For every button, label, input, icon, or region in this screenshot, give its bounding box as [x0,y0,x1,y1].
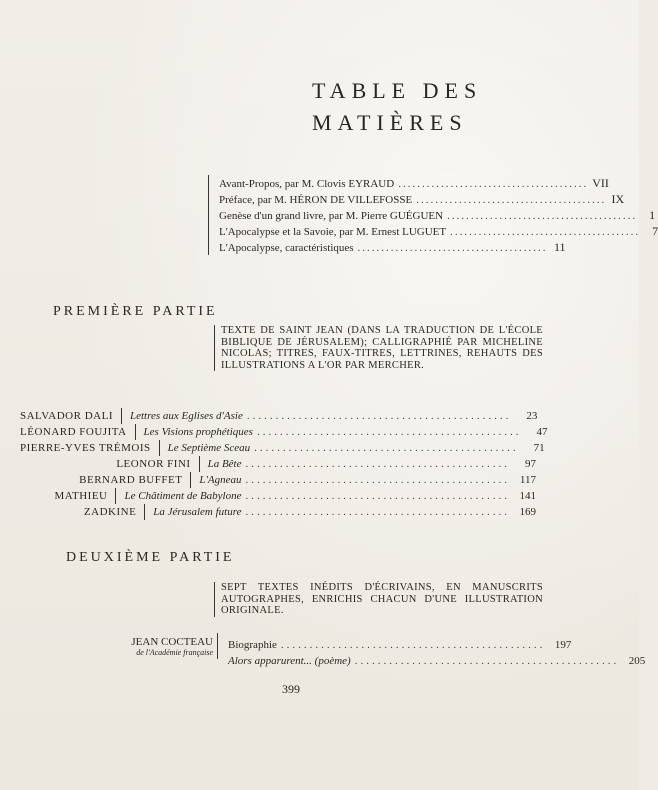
artist-entry[interactable] [20,456,536,472]
entry-label: L'Apocalypse, caractéristiques [219,242,354,254]
author-entry[interactable] [228,653,646,669]
work-title: La Bête [207,458,242,470]
entry-page: 141 [519,490,536,502]
front-matter-entry[interactable] [219,239,566,255]
dot-leader: .............................................. [256,426,522,438]
artist-entry[interactable] [20,424,548,440]
page-title-line1: TABLE DES [312,78,483,103]
page-number: 399 [282,682,300,696]
author-entry-list [228,637,646,669]
artist-name: LÉONARD FOUJITA [20,424,136,440]
artist-work [200,456,536,472]
front-matter-list [208,175,658,255]
author-affiliation: de l'Académie française [136,648,213,657]
dot-leader: ........................................ [398,178,589,190]
entry-page: 7 [652,224,658,238]
part2-heading: DEUXIÈME PARTIE [66,550,235,565]
entry-label: L'Apocalypse et la Savoie, par M. Ernest LUGUET [219,226,447,238]
part2-description: SEPT TEXTES INÉDITS D'ÉCRIVAINS, EN MANUSCRITS AUTOGRAPHES, ENRICHIS CHACUN D'UNE ILLUSTRATION ORIGINALE. [214,582,543,617]
artist-entry[interactable] [20,472,536,488]
dot-leader: ........................................ [447,210,638,222]
dot-leader: ........................................ [357,242,548,254]
dot-leader: .............................................. [254,442,519,454]
dot-leader: .............................................. [245,474,510,486]
entry-page: IX [611,192,625,206]
entry-label: Préface, par M. HÉRON DE VILLEFOSSE [219,194,413,206]
entry-page: 205 [628,655,646,667]
entry-page: 169 [519,506,536,518]
front-matter-entry[interactable] [219,175,609,191]
front-matter-entry[interactable] [219,207,656,223]
work-title: Lettres aux Eglises d'Asie [130,410,243,422]
artist-name: BERNARD BUFFET [20,472,191,488]
part1-artist-list [20,408,548,520]
page-title-line2: MATIÈRES [312,110,468,135]
artist-work [136,424,548,440]
work-title: Les Visions prophétiques [143,426,253,438]
dot-leader: ........................................ [416,194,607,206]
dot-leader: .............................................. [246,410,512,422]
artist-work [116,488,536,504]
entry-page: 71 [533,442,545,454]
artist-entry[interactable] [20,504,536,520]
work-title: La Jérusalem future [153,506,242,518]
entry-page: 47 [536,426,548,438]
entry-page: 11 [553,240,566,254]
artist-name: PIERRE-YVES TRÉMOIS [20,440,160,456]
entry-page: 1 [649,208,656,222]
artist-name: ZADKINE [20,504,145,520]
part1-heading: PREMIÈRE PARTIE [53,304,218,319]
work-title: Le Châtiment de Babylone [124,490,242,502]
author-entry[interactable] [228,637,572,653]
entry-label: Genèse d'un grand livre, par M. Pierre GUÉGUEN [219,210,444,222]
entry-page: VII [592,176,609,190]
dot-leader: .............................................. [245,490,510,502]
artist-name: MATHIEU [20,488,116,504]
entry-title: Alors apparurent... (poème) [228,655,351,667]
dot-leader: ........................................ [450,226,641,238]
dot-leader: .............................................. [245,458,510,470]
part1-description: TEXTE DE SAINT JEAN (DANS LA TRADUCTION DE L'ÉCOLE BIBLIQUE DE JÉRUSALEM); CALLIGRAPHIÉ PAR MICHELINE NICOLAS; TITRES, FAUX-TITRES, LETTRINES, REHAUTS DES ILLUSTRATIONS A L'OR PAR MERCHER. [214,325,543,371]
dot-leader: .............................................. [245,506,510,518]
entry-page: 23 [526,410,538,422]
front-matter-entry[interactable] [219,191,625,207]
artist-entry[interactable] [20,488,536,504]
divider [217,633,218,659]
entry-title: Biographie [228,639,277,651]
entry-page: 97 [525,458,536,470]
artist-work [122,408,537,424]
entry-page: 117 [519,474,536,486]
front-matter-entry[interactable] [219,223,658,239]
entry-label: Avant-Propos, par M. Clovis EYRAUD [219,178,395,190]
work-title: L'Agneau [199,474,242,486]
artist-work [191,472,536,488]
artist-name: LEONOR FINI [20,456,200,472]
artist-work [145,504,536,520]
dot-leader: .............................................. [354,655,620,667]
dot-leader: .............................................. [280,639,546,651]
artist-work [160,440,545,456]
artist-name: SALVADOR DALI [20,408,122,424]
artist-entry[interactable] [20,408,536,424]
work-title: Le Septième Sceau [167,442,251,454]
artist-entry[interactable] [20,440,545,456]
entry-page: 197 [554,639,572,651]
author-name: JEAN COCTEAU [131,636,213,648]
